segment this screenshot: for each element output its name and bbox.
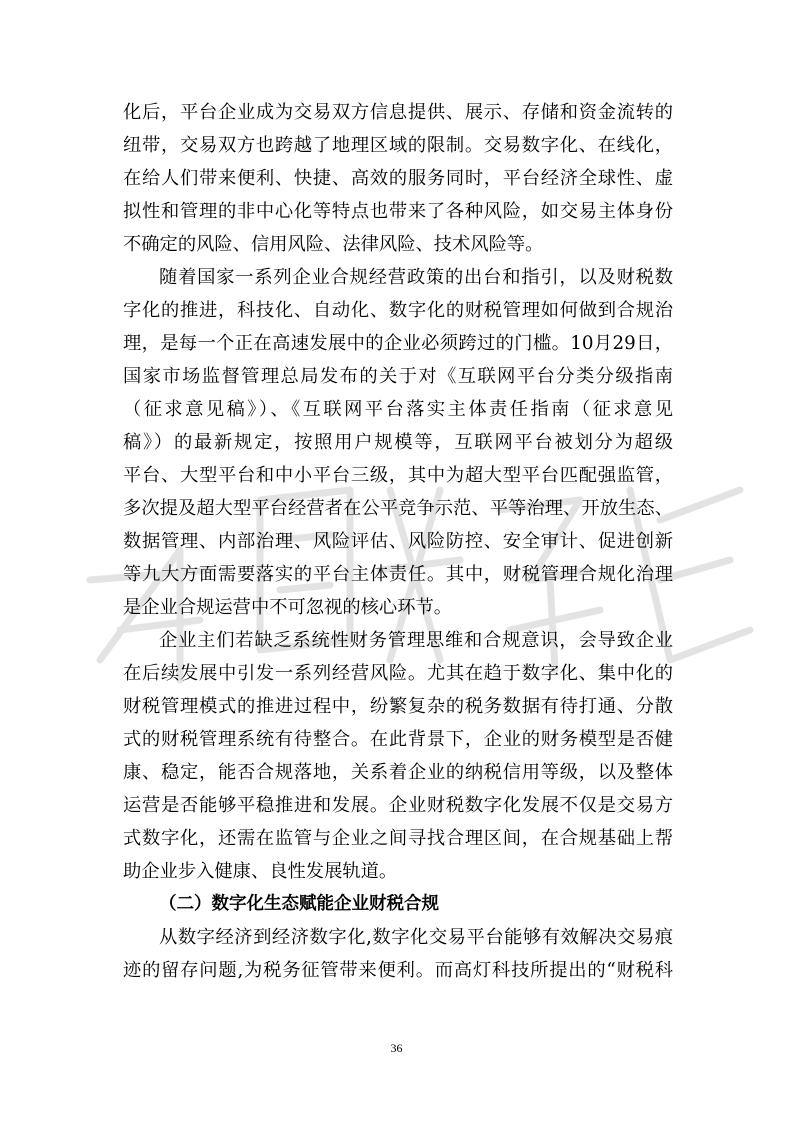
section-heading: （二）数字化生态赋能企业财税合规	[159, 894, 439, 914]
text-line: 在给人们带来便利、快捷、高效的服务同时，平台经济全球性、虚	[123, 168, 673, 189]
text-line: 平台、大型平台和中小平台三级，其中为超大型平台匹配强监管，	[123, 465, 673, 486]
text-line: 数据管理、内部治理、风险评估、风险防控、安全审计、促进创新	[123, 531, 673, 552]
text-line: 等九大方面需要落实的平台主体责任。其中，财税管理合规化治理	[123, 564, 673, 585]
document-body	[123, 96, 673, 987]
text-line: 从数字经济到经济数字化,数字化交易平台能够有效解决交易痕	[159, 927, 673, 948]
text-line: 财税管理模式的推进过程中，纷繁复杂的税务数据有待打通、分散	[123, 696, 673, 717]
text-line: （征求意见稿》）、《互联网平台落实主体责任指南（征求意见	[123, 399, 673, 420]
text-line: 化后，平台企业成为交易双方信息提供、展示、存储和资金流转的	[123, 102, 673, 123]
text-line: 在后续发展中引发一系列经营风险。尤其在趋于数字化、集中化的	[123, 663, 673, 684]
text-line: 拟性和管理的非中心化等特点也带来了各种风险，如交易主体身份	[123, 201, 673, 222]
text-line: 稿》）的最新规定，按照用户规模等，互联网平台被划分为超级	[123, 432, 673, 453]
text-line: 不确定的风险、信用风险、法律风险、技术风险等。	[123, 234, 544, 255]
text-line: 助企业步入健康、良性发展轨道。	[123, 861, 398, 882]
text-line: 迹的留存问题,为税务征管带来便利。而高灯科技所提出的“财税科	[123, 960, 673, 981]
text-line: 是企业合规运营中不可忽视的核心环节。	[123, 597, 453, 618]
text-line: 康、稳定，能否合规落地，关系着企业的纳税信用等级，以及整体	[123, 762, 673, 783]
text-line: 运营是否能够平稳推进和发展。企业财税数字化发展不仅是交易方	[123, 795, 673, 816]
page-number: 36	[390, 1041, 403, 1055]
text-line: 理，是每一个正在高速发展中的企业必须跨过的门槛。10月29日，	[123, 333, 673, 354]
text-line: 字化的推进，科技化、自动化、数字化的财税管理如何做到合规治	[123, 300, 673, 321]
text-line: 纽带，交易双方也跨越了地理区域的限制。交易数字化、在线化，	[123, 135, 673, 156]
text-line: 企业主们若缺乏系统性财务管理思维和合规意识，会导致企业	[159, 630, 673, 651]
text-line: 式数字化，还需在监管与企业之间寻找合理区间，在合规基础上帮	[123, 828, 673, 849]
text-line: 随着国家一系列企业合规经营政策的出台和指引，以及财税数	[159, 267, 673, 288]
text-line: 多次提及超大型平台经营者在公平竞争示范、平等治理、开放生态、	[123, 498, 673, 519]
text-line: 式的财税管理系统有待整合。在此背景下，企业的财务模型是否健	[123, 729, 673, 750]
text-line: 国家市场监督管理总局发布的关于对《互联网平台分类分级指南	[123, 366, 673, 387]
